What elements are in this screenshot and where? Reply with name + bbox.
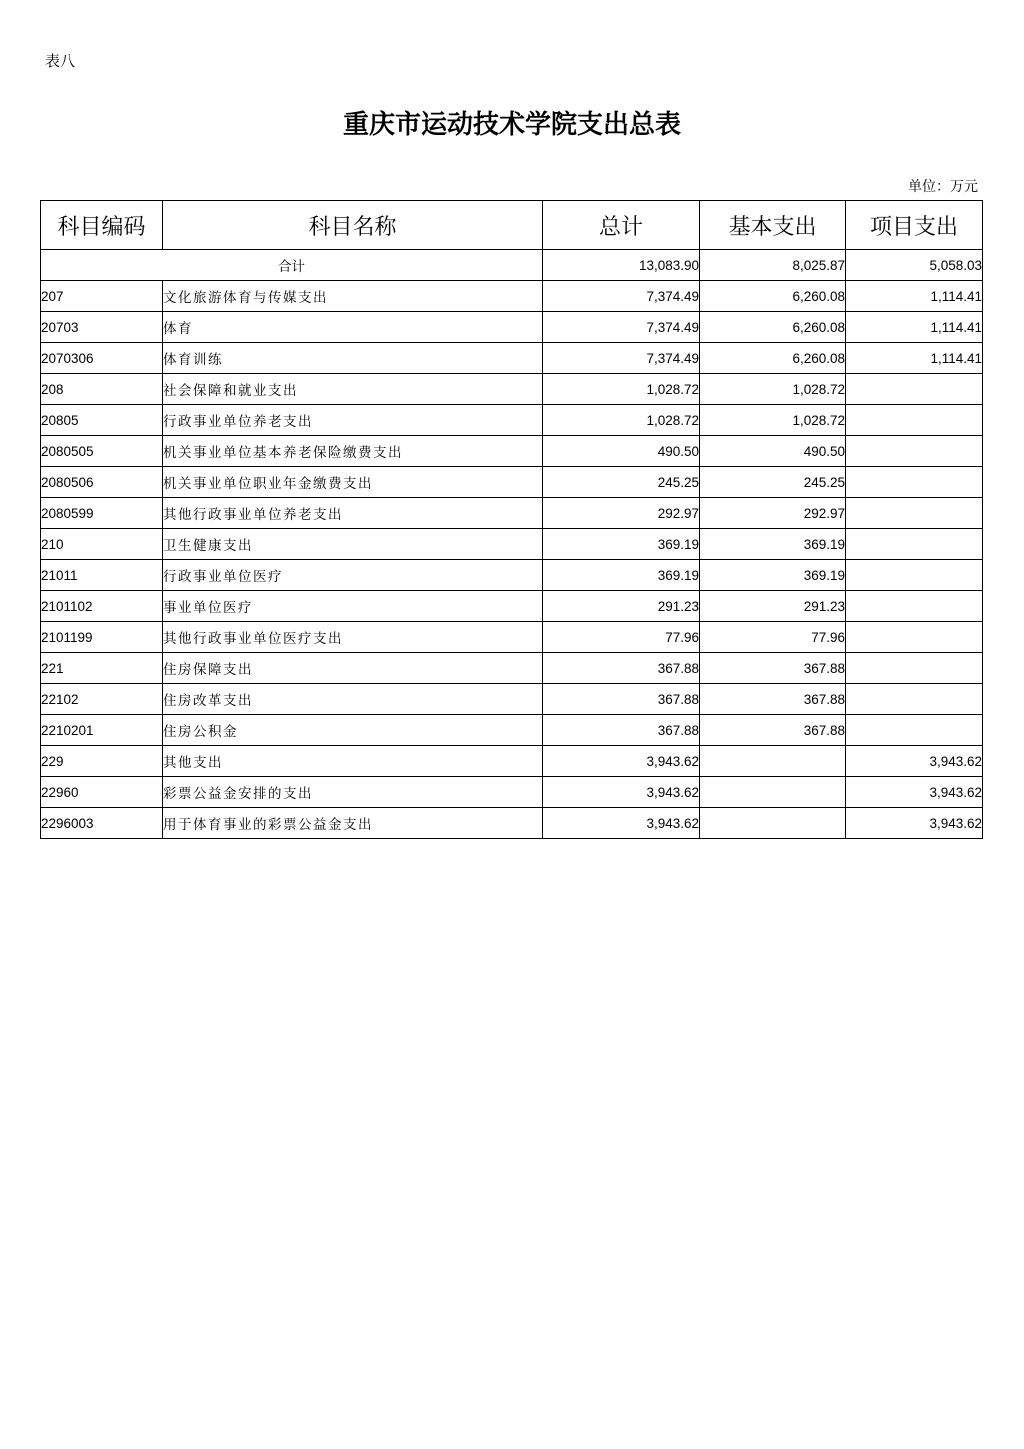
row-project: 3,943.62 — [846, 808, 983, 839]
total-project: 5,058.03 — [846, 250, 983, 281]
row-name: 住房公积金 — [163, 715, 543, 746]
row-code: 20805 — [41, 405, 163, 436]
row-name: 卫生健康支出 — [163, 529, 543, 560]
row-code: 22960 — [41, 777, 163, 808]
table-row — [41, 653, 983, 684]
row-total: 3,943.62 — [543, 808, 700, 839]
row-basic: 367.88 — [700, 684, 846, 715]
row-name: 用于体育事业的彩票公益金支出 — [163, 808, 543, 839]
row-project: 1,114.41 — [846, 343, 983, 374]
row-project — [846, 498, 983, 529]
column-header-total: 总计 — [543, 201, 700, 250]
table-row — [41, 529, 983, 560]
row-basic: 369.19 — [700, 529, 846, 560]
row-basic: 291.23 — [700, 591, 846, 622]
row-basic: 77.96 — [700, 622, 846, 653]
table-row — [41, 622, 983, 653]
row-basic: 367.88 — [700, 715, 846, 746]
row-name: 其他行政事业单位医疗支出 — [163, 622, 543, 653]
row-code: 2296003 — [41, 808, 163, 839]
row-total: 3,943.62 — [543, 746, 700, 777]
row-name: 机关事业单位职业年金缴费支出 — [163, 467, 543, 498]
row-basic: 245.25 — [700, 467, 846, 498]
row-code: 21011 — [41, 560, 163, 591]
row-project: 3,943.62 — [846, 746, 983, 777]
row-project — [846, 591, 983, 622]
row-project — [846, 436, 983, 467]
page-title: 重庆市运动技术学院支出总表 — [342, 110, 681, 140]
table-row — [41, 591, 983, 622]
row-code: 210 — [41, 529, 163, 560]
row-project — [846, 653, 983, 684]
row-project: 1,114.41 — [846, 281, 983, 312]
total-basic: 8,025.87 — [700, 250, 846, 281]
row-total: 245.25 — [543, 467, 700, 498]
row-code: 208 — [41, 374, 163, 405]
row-name: 体育训练 — [163, 343, 543, 374]
row-basic: 6,260.08 — [700, 281, 846, 312]
row-project — [846, 684, 983, 715]
row-name: 其他支出 — [163, 746, 543, 777]
table-number-label: 表八 — [45, 52, 76, 70]
row-total: 7,374.49 — [543, 281, 700, 312]
row-name: 行政事业单位养老支出 — [163, 405, 543, 436]
table-row — [41, 684, 983, 715]
row-total: 292.97 — [543, 498, 700, 529]
row-total: 77.96 — [543, 622, 700, 653]
total-label: 合计 — [41, 250, 543, 281]
row-code: 22102 — [41, 684, 163, 715]
row-project: 1,114.41 — [846, 312, 983, 343]
table-row — [41, 777, 983, 808]
column-header-name: 科目名称 — [163, 201, 543, 250]
row-total: 367.88 — [543, 684, 700, 715]
row-code: 229 — [41, 746, 163, 777]
column-header-project: 项目支出 — [846, 201, 983, 250]
row-project — [846, 529, 983, 560]
table-row — [41, 281, 983, 312]
table-row — [41, 374, 983, 405]
row-name: 其他行政事业单位养老支出 — [163, 498, 543, 529]
row-basic: 490.50 — [700, 436, 846, 467]
row-name: 彩票公益金安排的支出 — [163, 777, 543, 808]
row-name: 体育 — [163, 312, 543, 343]
row-code: 207 — [41, 281, 163, 312]
row-name: 文化旅游体育与传媒支出 — [163, 281, 543, 312]
unit-label: 单位：万元 — [908, 179, 978, 195]
row-total: 1,028.72 — [543, 405, 700, 436]
row-project — [846, 560, 983, 591]
table-row — [41, 746, 983, 777]
row-name: 住房改革支出 — [163, 684, 543, 715]
row-project — [846, 622, 983, 653]
row-code: 2210201 — [41, 715, 163, 746]
row-basic: 6,260.08 — [700, 312, 846, 343]
row-basic: 367.88 — [700, 653, 846, 684]
table-row — [41, 405, 983, 436]
row-basic: 1,028.72 — [700, 405, 846, 436]
row-total: 7,374.49 — [543, 343, 700, 374]
row-code: 2070306 — [41, 343, 163, 374]
row-basic: 369.19 — [700, 560, 846, 591]
row-project — [846, 374, 983, 405]
row-name: 事业单位医疗 — [163, 591, 543, 622]
row-code: 2080599 — [41, 498, 163, 529]
row-code: 20703 — [41, 312, 163, 343]
row-name: 住房保障支出 — [163, 653, 543, 684]
total-row — [41, 250, 983, 281]
row-basic: 1,028.72 — [700, 374, 846, 405]
row-code: 2080505 — [41, 436, 163, 467]
row-name: 行政事业单位医疗 — [163, 560, 543, 591]
row-basic: 292.97 — [700, 498, 846, 529]
table-row — [41, 343, 983, 374]
row-code: 2101199 — [41, 622, 163, 653]
table-header-row — [41, 201, 983, 250]
table-row — [41, 560, 983, 591]
row-project — [846, 715, 983, 746]
row-code: 2080506 — [41, 467, 163, 498]
row-total: 367.88 — [543, 715, 700, 746]
row-total: 7,374.49 — [543, 312, 700, 343]
row-code: 2101102 — [41, 591, 163, 622]
row-name: 机关事业单位基本养老保险缴费支出 — [163, 436, 543, 467]
table-row — [41, 808, 983, 839]
table-row — [41, 467, 983, 498]
row-basic — [700, 746, 846, 777]
expenditure-table — [40, 200, 983, 839]
row-total: 3,943.62 — [543, 777, 700, 808]
row-project — [846, 467, 983, 498]
row-total: 369.19 — [543, 529, 700, 560]
row-basic: 6,260.08 — [700, 343, 846, 374]
row-total: 369.19 — [543, 560, 700, 591]
row-total: 367.88 — [543, 653, 700, 684]
table-row — [41, 498, 983, 529]
table-row — [41, 436, 983, 467]
table-row — [41, 312, 983, 343]
row-total: 1,028.72 — [543, 374, 700, 405]
row-basic — [700, 777, 846, 808]
table-row — [41, 715, 983, 746]
row-project: 3,943.62 — [846, 777, 983, 808]
row-project — [846, 405, 983, 436]
column-header-basic: 基本支出 — [700, 201, 846, 250]
row-name: 社会保障和就业支出 — [163, 374, 543, 405]
total-sum: 13,083.90 — [543, 250, 700, 281]
row-code: 221 — [41, 653, 163, 684]
row-total: 490.50 — [543, 436, 700, 467]
row-basic — [700, 808, 846, 839]
row-total: 291.23 — [543, 591, 700, 622]
column-header-code: 科目编码 — [41, 201, 163, 250]
